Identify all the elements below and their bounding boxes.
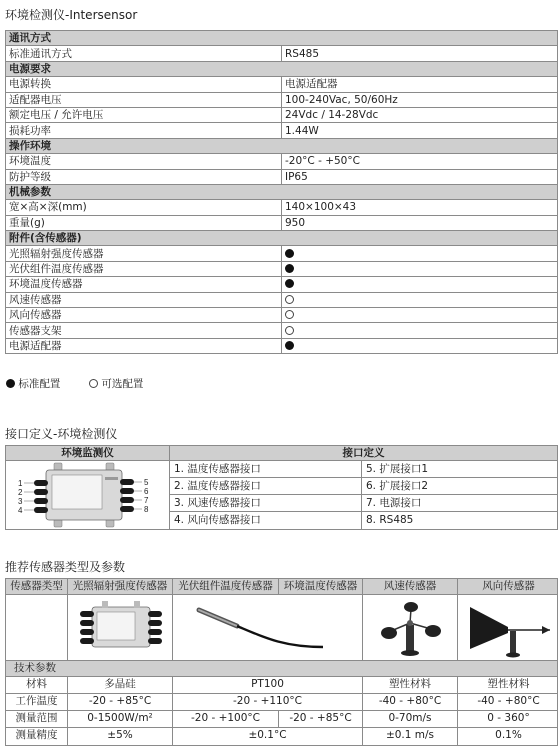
- spec-value: 电源适配器: [282, 77, 558, 92]
- spec-value: 24Vdc / 14-28Vdc: [282, 107, 558, 122]
- port-definition: 6. 扩展接口2: [362, 478, 557, 495]
- work-temp-irradiance: -20 - +85°C: [88, 695, 152, 707]
- sensors-title: 推荐传感器类型及参数: [5, 560, 126, 574]
- temperature-probe-image: [173, 595, 363, 660]
- port-number-5: 5: [144, 478, 149, 487]
- interface-header-ports: 接口定义: [342, 447, 385, 459]
- spec-row: [6, 169, 558, 184]
- spec-row: [6, 154, 558, 169]
- spec-value: RS485: [282, 46, 558, 61]
- spec-mark: [282, 277, 558, 292]
- spec-label: 适配器电压: [6, 92, 282, 107]
- row-label-range: 测量范围: [15, 712, 58, 724]
- spec-row: [6, 323, 558, 338]
- row-label-accuracy: 测量精度: [15, 729, 58, 741]
- spec-group-header: [6, 61, 558, 76]
- port-number-1: 1: [18, 479, 23, 488]
- spec-row: [6, 308, 558, 323]
- spec-row: [6, 46, 558, 61]
- spec-row: [6, 123, 558, 138]
- range-ambient-temp: -20 - +85°C: [289, 712, 352, 724]
- port-definition: 8. RS485: [366, 514, 414, 526]
- spec-mark: [282, 338, 558, 353]
- anemometer-image: [363, 595, 458, 660]
- range-wind-dir: 0 - 360°: [487, 712, 530, 724]
- spec-row: [6, 277, 558, 292]
- spec-row: [6, 107, 558, 122]
- open-dot-icon: [89, 379, 98, 388]
- device-illustration: [6, 461, 170, 529]
- material-wind-dir: 塑性材料: [487, 678, 530, 690]
- device-diagram: [6, 461, 170, 529]
- port-number-8: 8: [144, 505, 149, 514]
- range-module-temp: -20 - +100°C: [190, 712, 261, 724]
- filled-dot-icon: [285, 279, 294, 288]
- spec-row: [6, 261, 558, 276]
- open-dot-icon: [285, 310, 294, 319]
- spec-table: [5, 30, 558, 354]
- port-definition: 5. 扩展接口1: [362, 461, 557, 478]
- filled-dot-icon: [6, 379, 15, 388]
- open-dot-icon: [285, 326, 294, 335]
- filled-dot-icon: [285, 264, 294, 273]
- spec-row: [6, 92, 558, 107]
- accuracy-temp: ±0.1°C: [248, 729, 287, 741]
- spec-label: 重量(g): [6, 215, 282, 230]
- material-irradiance: 多晶硅: [104, 678, 136, 690]
- legend-standard: 标准配置: [18, 378, 61, 390]
- spec-group-header: [6, 31, 558, 46]
- spec-group-header: [6, 231, 558, 246]
- spec-row: [6, 292, 558, 307]
- port-definition: 2. 温度传感器接口: [170, 478, 362, 495]
- port-definition: 3. 风速传感器接口: [170, 495, 362, 512]
- material-temp: PT100: [251, 678, 284, 690]
- spec-label: 额定电压 / 允许电压: [6, 107, 282, 122]
- spec-mark: [282, 292, 558, 307]
- spec-label: 光照辐射强度传感器: [6, 246, 282, 261]
- spec-label: 防护等级: [6, 169, 282, 184]
- port-number-3: 3: [18, 497, 23, 506]
- filled-dot-icon: [285, 249, 294, 258]
- work-temp-wind-speed: -40 - +80°C: [378, 695, 442, 707]
- spec-mark: [282, 308, 558, 323]
- port-number-6: 6: [144, 487, 149, 496]
- spec-value: IP65: [282, 169, 558, 184]
- spec-group-title: 机械参数: [6, 184, 558, 199]
- spec-value: -20°C - +50°C: [282, 154, 558, 169]
- interface-table: [5, 445, 558, 530]
- port-number-2: 2: [18, 488, 23, 497]
- filled-dot-icon: [285, 341, 294, 350]
- open-dot-icon: [285, 295, 294, 304]
- spec-group-header: [6, 138, 558, 153]
- row-label-work-temp: 工作温度: [15, 695, 58, 707]
- spec-row: [6, 200, 558, 215]
- page-title: 环境检测仪-Intersensor: [5, 8, 138, 22]
- spec-label: 光伏组件温度传感器: [6, 261, 282, 276]
- legend-optional: 可选配置: [101, 378, 144, 390]
- spec-label: 环境温度传感器: [6, 277, 282, 292]
- spec-label: 宽×高×深(mm): [6, 200, 282, 215]
- wind-vane-image: [458, 595, 559, 660]
- header-wind-speed: 风速传感器: [383, 580, 437, 592]
- port-number-4: 4: [18, 506, 23, 515]
- spec-label: 电源转换: [6, 77, 282, 92]
- spec-group-title: 电源要求: [6, 61, 558, 76]
- header-module-temp: 光伏组件温度传感器: [178, 580, 273, 592]
- spec-label: 环境温度: [6, 154, 282, 169]
- spec-value: 1.44W: [282, 123, 558, 138]
- tech-header: 技术参数: [14, 662, 56, 674]
- spec-mark: [282, 246, 558, 261]
- spec-label: 电源适配器: [6, 338, 282, 353]
- work-temp-temp: -20 - +110°C: [232, 695, 303, 707]
- spec-row: [6, 246, 558, 261]
- port-definition: 7. 电源接口: [362, 495, 557, 512]
- legend: [6, 376, 143, 391]
- accuracy-wind-speed: ±0.1 m/s: [385, 729, 435, 741]
- header-irradiance: 光照辐射强度传感器: [72, 580, 168, 592]
- row-label-material: 材料: [26, 678, 47, 690]
- port-definition: 1. 温度传感器接口: [170, 461, 362, 478]
- spec-label: 损耗功率: [6, 123, 282, 138]
- interface-title: 接口定义-环境检测仪: [5, 427, 118, 441]
- header-wind-dir: 风向传感器: [482, 580, 535, 592]
- sensor-table: [5, 578, 558, 746]
- port-definition: 4. 风向传感器接口: [170, 512, 362, 529]
- range-irradiance: 0-1500W/m²: [87, 712, 153, 724]
- spec-label: 标准通讯方式: [6, 46, 282, 61]
- spec-value: 950: [282, 215, 558, 230]
- spec-row: [6, 77, 558, 92]
- spec-value: 140×100×43: [282, 200, 558, 215]
- spec-row: [6, 338, 558, 353]
- accuracy-wind-dir: 0.1%: [495, 729, 522, 741]
- spec-mark: [282, 261, 558, 276]
- spec-label: 传感器支架: [6, 323, 282, 338]
- material-wind-speed: 塑性材料: [389, 678, 431, 690]
- accuracy-irradiance: ±5%: [107, 729, 133, 741]
- irradiance-sensor-image: [68, 595, 173, 660]
- spec-group-header: [6, 184, 558, 199]
- port-number-7: 7: [144, 496, 149, 505]
- header-type: 传感器类型: [10, 580, 63, 592]
- interface-header-device: 环境监测仪: [6, 446, 170, 461]
- spec-group-title: 附件(含传感器): [6, 231, 558, 246]
- spec-group-title: 通讯方式: [6, 31, 558, 46]
- spec-label: 风速传感器: [6, 292, 282, 307]
- work-temp-wind-dir: -40 - +80°C: [477, 695, 540, 707]
- spec-mark: [282, 323, 558, 338]
- spec-group-title: 操作环境: [6, 138, 558, 153]
- header-ambient-temp: 环境温度传感器: [283, 580, 358, 592]
- spec-row: [6, 215, 558, 230]
- spec-label: 风向传感器: [6, 308, 282, 323]
- spec-value: 100-240Vac, 50/60Hz: [282, 92, 558, 107]
- range-wind-speed: 0-70m/s: [388, 712, 432, 724]
